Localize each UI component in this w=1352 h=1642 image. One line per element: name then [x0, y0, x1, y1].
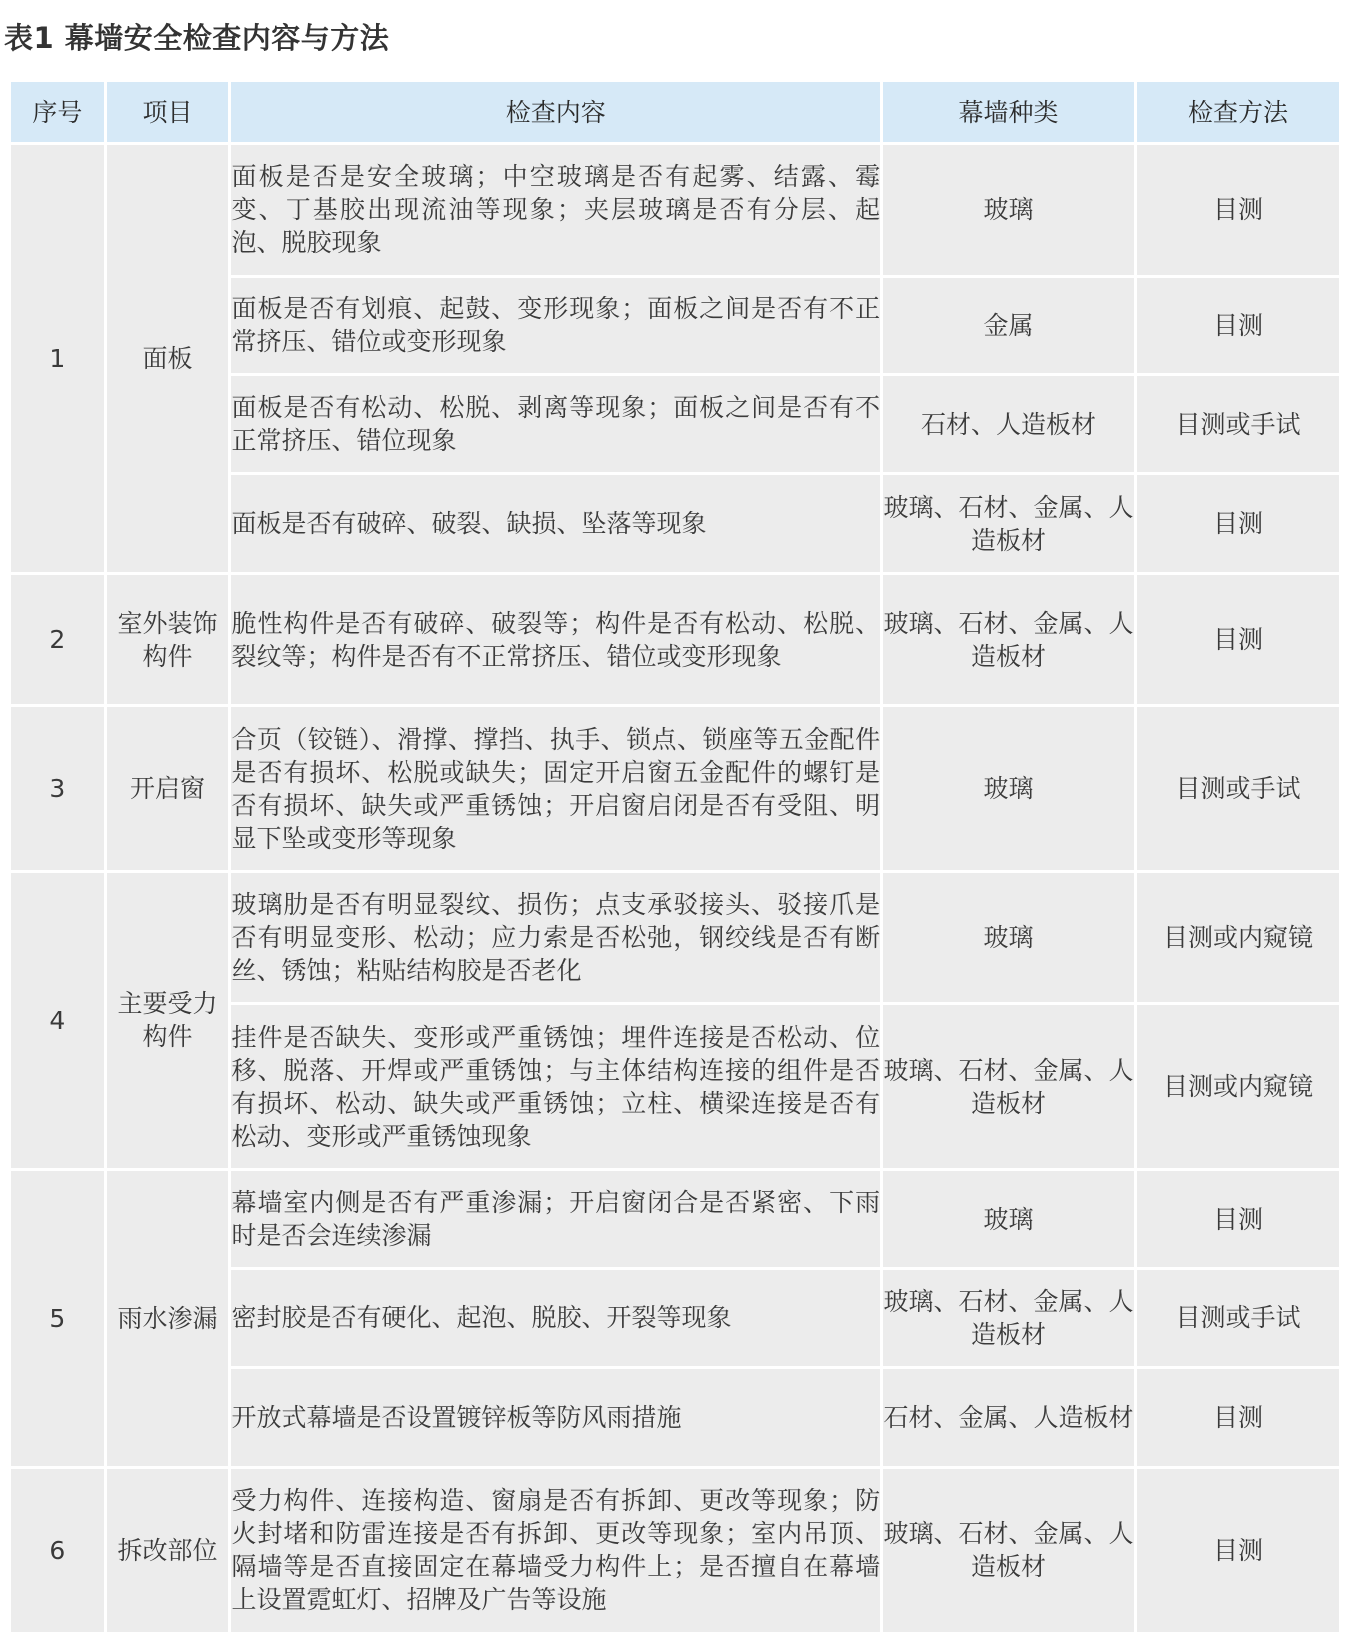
group-no: 2 [11, 575, 104, 705]
check-content: 受力构件、连接构造、窗扇是否有拆卸、更改等现象；防火封堵和防雷连接是否有拆卸、更改等现象；室内吊顶、隔墙等是否直接固定在幕墙受力构件上；是否擅自在幕墙上设置霓虹灯、招牌及广告等设施 [231, 1469, 880, 1632]
group-item: 主要受力构件 [107, 873, 229, 1169]
check-content: 挂件是否缺失、变形或严重锈蚀；埋件连接是否松动、位移、脱落、开焊或严重锈蚀；与主体结构连接的组件是否有损坏、松动、缺失或严重锈蚀；立柱、横梁连接是否有松动、变形或严重锈蚀现象 [231, 1005, 880, 1168]
check-method: 目测或手试 [1137, 707, 1339, 869]
group-no: 4 [11, 873, 104, 1169]
table-row [11, 145, 1339, 275]
table-row [11, 873, 1339, 1003]
wall-type: 玻璃、石材、金属、人造板材 [883, 575, 1134, 705]
check-method: 目测或内窥镜 [1137, 1005, 1339, 1168]
wall-type: 玻璃 [883, 707, 1134, 869]
check-method: 目测 [1137, 145, 1339, 275]
check-method: 目测或手试 [1137, 376, 1339, 472]
wall-type: 玻璃、石材、金属、人造板材 [883, 475, 1134, 572]
group-no: 6 [11, 1469, 104, 1632]
group-item: 雨水渗漏 [107, 1171, 229, 1465]
group-item: 面板 [107, 145, 229, 572]
check-content: 面板是否有破碎、破裂、缺损、坠落等现象 [231, 475, 880, 572]
table-row [11, 707, 1339, 869]
wall-type: 玻璃、石材、金属、人造板材 [883, 1270, 1134, 1366]
group-item: 室外装饰构件 [107, 575, 229, 705]
wall-type: 玻璃、石材、金属、人造板材 [883, 1005, 1134, 1168]
check-method: 目测 [1137, 1469, 1339, 1632]
check-content: 玻璃肋是否有明显裂纹、损伤；点支承驳接头、驳接爪是否有明显变形、松动；应力索是否松弛，钢绞线是否有断丝、锈蚀；粘贴结构胶是否老化 [231, 873, 880, 1003]
check-method: 目测 [1137, 278, 1339, 374]
wall-type: 石材、人造板材 [883, 376, 1134, 472]
header-item: 项目 [107, 82, 229, 142]
inspection-table [8, 79, 1342, 1635]
group-item: 开启窗 [107, 707, 229, 869]
check-content: 面板是否有松动、松脱、剥离等现象；面板之间是否有不正常挤压、错位现象 [231, 376, 880, 472]
group-no: 3 [11, 707, 104, 869]
check-method: 目测或手试 [1137, 1270, 1339, 1366]
header-content: 检查内容 [231, 82, 880, 142]
check-content: 开放式幕墙是否设置镀锌板等防风雨措施 [231, 1369, 880, 1466]
check-method: 目测 [1137, 1369, 1339, 1466]
check-method: 目测 [1137, 575, 1339, 705]
check-method: 目测 [1137, 475, 1339, 572]
header-no: 序号 [11, 82, 104, 142]
header-type: 幕墙种类 [883, 82, 1134, 142]
wall-type: 玻璃 [883, 1171, 1134, 1267]
table-row [11, 1171, 1339, 1267]
check-method: 目测 [1137, 1171, 1339, 1267]
group-no: 1 [11, 145, 104, 572]
wall-type: 玻璃、石材、金属、人造板材 [883, 1469, 1134, 1632]
check-content: 面板是否有划痕、起鼓、变形现象；面板之间是否有不正常挤压、错位或变形现象 [231, 278, 880, 374]
check-content: 脆性构件是否有破碎、破裂等；构件是否有松动、松脱、裂纹等；构件是否有不正常挤压、错位或变形现象 [231, 575, 880, 705]
check-method: 目测或内窥镜 [1137, 873, 1339, 1003]
check-content: 密封胶是否有硬化、起泡、脱胶、开裂等现象 [231, 1270, 880, 1366]
table-caption: 表1 幕墙安全检查内容与方法 [4, 21, 390, 55]
group-item: 拆改部位 [107, 1469, 229, 1632]
wall-type: 玻璃 [883, 873, 1134, 1003]
table-row [11, 1469, 1339, 1632]
check-content: 幕墙室内侧是否有严重渗漏；开启窗闭合是否紧密、下雨时是否会连续渗漏 [231, 1171, 880, 1267]
wall-type: 玻璃 [883, 145, 1134, 275]
header-method: 检查方法 [1137, 82, 1339, 142]
check-content: 合页（铰链）、滑撑、撑挡、执手、锁点、锁座等五金配件是否有损坏、松脱或缺失；固定开启窗五金配件的螺钉是否有损坏、缺失或严重锈蚀；开启窗启闭是否有受阻、明显下坠或变形等现象 [231, 707, 880, 869]
check-content: 面板是否是安全玻璃；中空玻璃是否有起雾、结露、霉变、丁基胶出现流油等现象；夹层玻璃是否有分层、起泡、脱胶现象 [231, 145, 880, 275]
wall-type: 金属 [883, 278, 1134, 374]
header-row [11, 82, 1339, 142]
group-no: 5 [11, 1171, 104, 1465]
table-row [11, 575, 1339, 705]
wall-type: 石材、金属、人造板材 [883, 1369, 1134, 1466]
